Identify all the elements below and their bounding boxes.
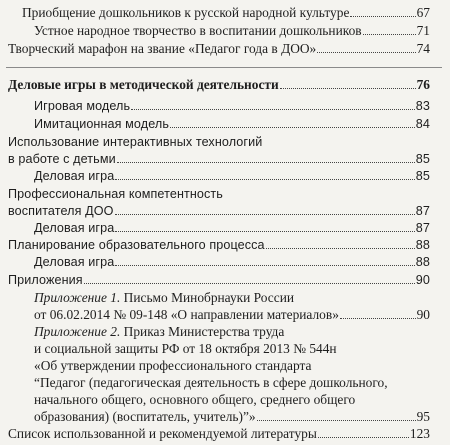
toc-page-number: 95	[416, 409, 430, 424]
toc-entry-title: Приобщение дошкольников к русской народной культуре	[22, 5, 350, 20]
toc-entry-planning[interactable]	[0, 237, 430, 254]
toc-entry-business-games[interactable]	[0, 76, 430, 93]
toc-page-number: 88	[415, 255, 430, 269]
toc-entry-bibliography[interactable]	[0, 425, 430, 442]
toc-entry-title-line1: Приказ Министерства труда	[120, 324, 285, 339]
leader-dots	[318, 437, 409, 438]
toc-entry-title: Игровая модель	[34, 99, 131, 113]
toc-entry-title-line2: и социальной защиты РФ от 18 октября 2013 № 544н	[34, 341, 337, 356]
section-divider	[6, 67, 442, 68]
toc-entry-appendix-1[interactable]	[0, 289, 430, 323]
toc-entry-business-game-3[interactable]	[0, 254, 430, 271]
leader-dots	[117, 162, 415, 163]
leader-dots	[115, 214, 415, 215]
toc-entry-title: Деловые игры в методической деятельности	[8, 77, 279, 92]
leader-dots	[350, 16, 415, 17]
toc-entry-title-line2: в работе с детьми	[8, 152, 116, 166]
leader-dots	[115, 231, 414, 232]
leader-dots	[131, 109, 415, 110]
toc-entry-title-line4: “Педагог (педагогическая деятельность в сфере дошкольного,	[34, 375, 388, 390]
toc-entry-business-game-2[interactable]	[0, 220, 430, 237]
toc-entry-game-model[interactable]	[0, 98, 430, 115]
leader-dots	[170, 127, 415, 128]
toc-page-number: 87	[415, 204, 430, 218]
toc-entry-professional-competence[interactable]	[0, 186, 430, 220]
toc-page-number: 84	[415, 117, 430, 131]
toc-entry-title: Творческий марафон на звание «Педагог года в ДОО»	[8, 41, 317, 56]
leader-dots	[115, 179, 414, 180]
toc-entry-business-game-1[interactable]	[0, 168, 430, 185]
toc-entry-title: Деловая игра	[34, 255, 115, 269]
leader-dots	[115, 265, 414, 266]
toc-entry-title-line3: «Об утверждении профессионального стандарта	[34, 358, 312, 373]
appendix-label: Приложение 2.	[34, 324, 121, 339]
toc-page-number: 90	[416, 307, 430, 322]
toc-page-number: 71	[416, 23, 430, 38]
toc-entry-title: Список использованной и рекомендуемой литературы	[8, 426, 317, 441]
toc-entry-title: Устное народное творчество в воспитании дошкольников	[34, 23, 362, 38]
toc-entry-title: Имитационная модель	[34, 117, 169, 131]
leader-dots	[317, 52, 415, 53]
toc-entry-russian-culture[interactable]	[0, 4, 430, 21]
toc-entry-title-line6: образования) (воспитатель, учитель)”»	[34, 409, 256, 424]
toc-entry-title: Деловая игра	[34, 221, 115, 235]
toc-entry-folk-creativity[interactable]	[0, 22, 430, 39]
toc-page-number: 88	[415, 238, 430, 252]
toc-entry-appendices[interactable]	[0, 272, 430, 289]
toc-entry-title: Приложения	[8, 273, 83, 287]
toc-page-number: 76	[416, 77, 430, 92]
toc-entry-interactive-tech[interactable]	[0, 134, 430, 168]
toc-page-number: 123	[409, 426, 430, 441]
toc-entry-title-line1: Письмо Минобрнауки России	[120, 290, 295, 305]
leader-dots	[84, 283, 415, 284]
toc-entry-title-line1: Использование интерактивных технологий	[8, 135, 263, 149]
toc-page-number: 67	[416, 5, 430, 20]
appendix-label: Приложение 1.	[34, 290, 121, 305]
leader-dots	[257, 420, 416, 421]
toc-page-number: 85	[415, 152, 430, 166]
toc-page-number: 85	[415, 169, 430, 183]
leader-dots	[266, 248, 415, 249]
leader-dots	[363, 34, 416, 35]
toc-page-number: 83	[415, 99, 430, 113]
toc-page-number: 87	[415, 221, 430, 235]
toc-entry-creative-marathon[interactable]	[0, 40, 430, 57]
leader-dots	[340, 318, 416, 319]
toc-entry-title-line5: начального общего, основного общего, среднего общего	[34, 392, 356, 407]
toc-entry-title: Планирование образовательного процесса	[8, 238, 265, 252]
toc-entry-title-line1: Профессиональная компетентность	[8, 187, 223, 201]
toc-entry-title: Деловая игра	[34, 169, 115, 183]
toc-page-number: 74	[416, 41, 430, 56]
toc-entry-title-line2: воспитателя ДОО	[8, 204, 114, 218]
toc-entry-appendix-2[interactable]	[0, 323, 430, 425]
leader-dots	[280, 88, 416, 89]
toc-entry-simulation-model[interactable]	[0, 116, 430, 133]
toc-page-number: 90	[415, 273, 430, 287]
toc-entry-title-line2: от 06.02.2014 № 09-148 «О направлении материалов»	[34, 307, 339, 322]
